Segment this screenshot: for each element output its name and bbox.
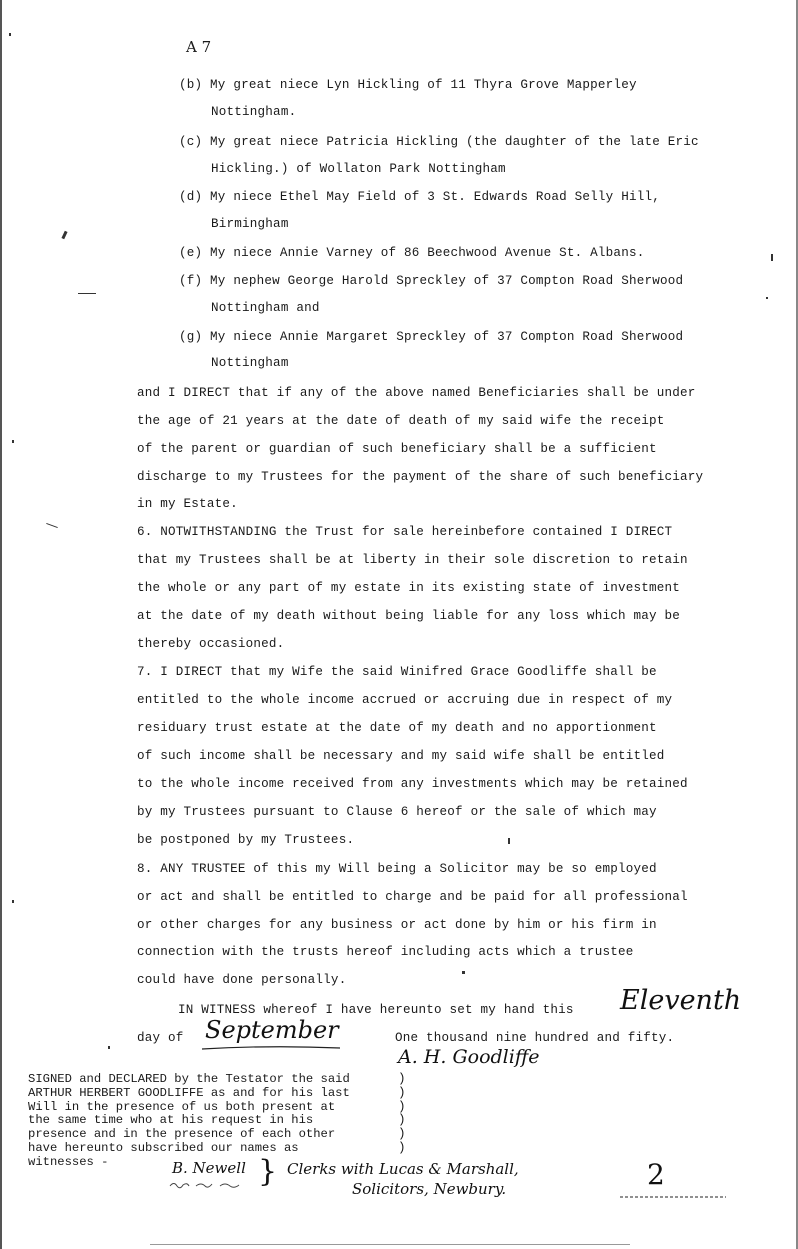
brace-mark: ): [398, 1141, 406, 1155]
year-text: One thousand nine hundred and fifty.: [395, 1031, 675, 1045]
page-mark: A 7: [186, 38, 212, 56]
witness-signature-2: [168, 1180, 248, 1190]
body-line: or other charges for any business or act done by him or his firm in: [137, 918, 657, 932]
body-line: or act and shall be entitled to charge and be paid for all professional: [137, 890, 688, 904]
body-line: in my Estate.: [137, 497, 238, 511]
body-line: and I DIRECT that if any of the above named Beneficiaries shall be under: [137, 386, 696, 400]
body-line: by my Trustees pursuant to Clause 6 hereof or the sale of which may: [137, 805, 657, 819]
testator-signature: A. H. Goodliffe: [398, 1046, 540, 1068]
scan-speck: [46, 523, 58, 528]
attestation-line: ARTHUR HERBERT GOODLIFFE as and for his last: [28, 1085, 350, 1100]
attestation-line: presence and in the presence of each other: [28, 1127, 336, 1142]
body-line: thereby occasioned.: [137, 637, 285, 651]
day-of-label: day of: [137, 1031, 184, 1045]
body-line: 8. ANY TRUSTEE of this my Will being a Solicitor may be so employed: [137, 862, 657, 876]
scan-speck: [61, 231, 67, 240]
item-c: (c) My great niece Patricia Hickling (the daughter of the late Eric: [179, 135, 699, 149]
scan-speck: [108, 1046, 110, 1049]
scan-speck: [12, 900, 14, 903]
body-line: residuary trust estate at the date of my death and no apportionment: [137, 721, 657, 735]
witness-note-line-1: Clerks with Lucas & Marshall,: [287, 1160, 519, 1178]
item-f: (f) My nephew George Harold Spreckley of 37 Compton Road Sherwood: [179, 274, 684, 288]
scan-speck: [12, 440, 14, 443]
witness-brace: }: [258, 1154, 278, 1189]
body-line: of the parent or guardian of such beneficiary shall be a sufficient: [137, 442, 657, 456]
brace-mark: ): [398, 1085, 406, 1100]
body-line: at the date of my death without being liable for any loss which may be: [137, 609, 681, 623]
scan-speck: [78, 293, 96, 294]
attestation-line: witnesses -: [28, 1154, 109, 1169]
body-line: be postponed by my Trustees.: [137, 833, 355, 847]
body-line: 7. I DIRECT that my Wife the said Winifred Grace Goodliffe shall be: [137, 665, 657, 679]
scan-speck: [766, 297, 768, 299]
body-line: of such income shall be necessary and my said wife shall be entitled: [137, 749, 665, 763]
attestation-line: the same time who at his request in his: [28, 1113, 314, 1128]
item-g-cont: Nottingham: [211, 356, 289, 370]
attestation-line: SIGNED and DECLARED by the Testator the said: [28, 1072, 350, 1086]
body-line: the age of 21 years at the date of death of my said wife the receipt: [137, 414, 665, 428]
item-f-cont: Nottingham and: [211, 301, 320, 315]
scan-speck: [771, 254, 773, 261]
brace-mark: ): [398, 1099, 406, 1114]
brace-mark: ): [398, 1072, 406, 1086]
witness-signature-1: B. Newell: [172, 1159, 246, 1177]
item-d-cont: Birmingham: [211, 217, 289, 231]
page-number-underline: [618, 1194, 728, 1200]
body-line: connection with the trusts hereof including acts which a trustee: [137, 945, 634, 959]
body-line: entitled to the whole income accrued or accruing due in respect of my: [137, 693, 673, 707]
scan-speck: [9, 33, 11, 36]
scan-bottom-line: [150, 1244, 630, 1245]
attestation-line: Will in the presence of us both present at: [28, 1099, 336, 1114]
item-d: (d) My niece Ethel May Field of 3 St. Edwards Road Selly Hill,: [179, 190, 660, 204]
page-left-edge: [0, 0, 2, 1249]
witness-clause: IN WITNESS whereof I have hereunto set my hand this: [178, 1003, 574, 1017]
body-line: that my Trustees shall be at liberty in their sole discretion to retain: [137, 553, 688, 567]
item-g: (g) My niece Annie Margaret Spreckley of 37 Compton Road Sherwood: [179, 330, 684, 344]
month-underline: [200, 1044, 342, 1052]
body-line: to the whole income received from any investments which may be retained: [137, 777, 688, 791]
attestation-line: have hereunto subscribed our names as: [28, 1141, 299, 1155]
witness-note-line-2: Solicitors, Newbury.: [352, 1180, 507, 1198]
body-line: 6. NOTWITHSTANDING the Trust for sale hereinbefore contained I DIRECT: [137, 525, 673, 539]
scan-speck: [508, 838, 510, 844]
handwritten-month: September: [205, 1016, 339, 1044]
brace-mark: ): [398, 1127, 406, 1142]
scan-speck: [462, 971, 465, 974]
body-line: the whole or any part of my estate in its existing state of investment: [137, 581, 681, 595]
item-c-cont: Hickling.) of Wollaton Park Nottingham: [211, 162, 506, 176]
handwritten-day: Eleventh: [620, 985, 742, 1016]
brace-mark: ): [398, 1113, 406, 1128]
page-number: 2: [647, 1158, 665, 1191]
item-e: (e) My niece Annie Varney of 86 Beechwood Avenue St. Albans.: [179, 246, 645, 260]
item-b-cont: Nottingham.: [211, 105, 297, 119]
item-b: (b) My great niece Lyn Hickling of 11 Thyra Grove Mapperley: [179, 78, 637, 92]
body-line: discharge to my Trustees for the payment of the share of such beneficiary: [137, 470, 704, 484]
body-line: could have done personally.: [137, 973, 347, 987]
